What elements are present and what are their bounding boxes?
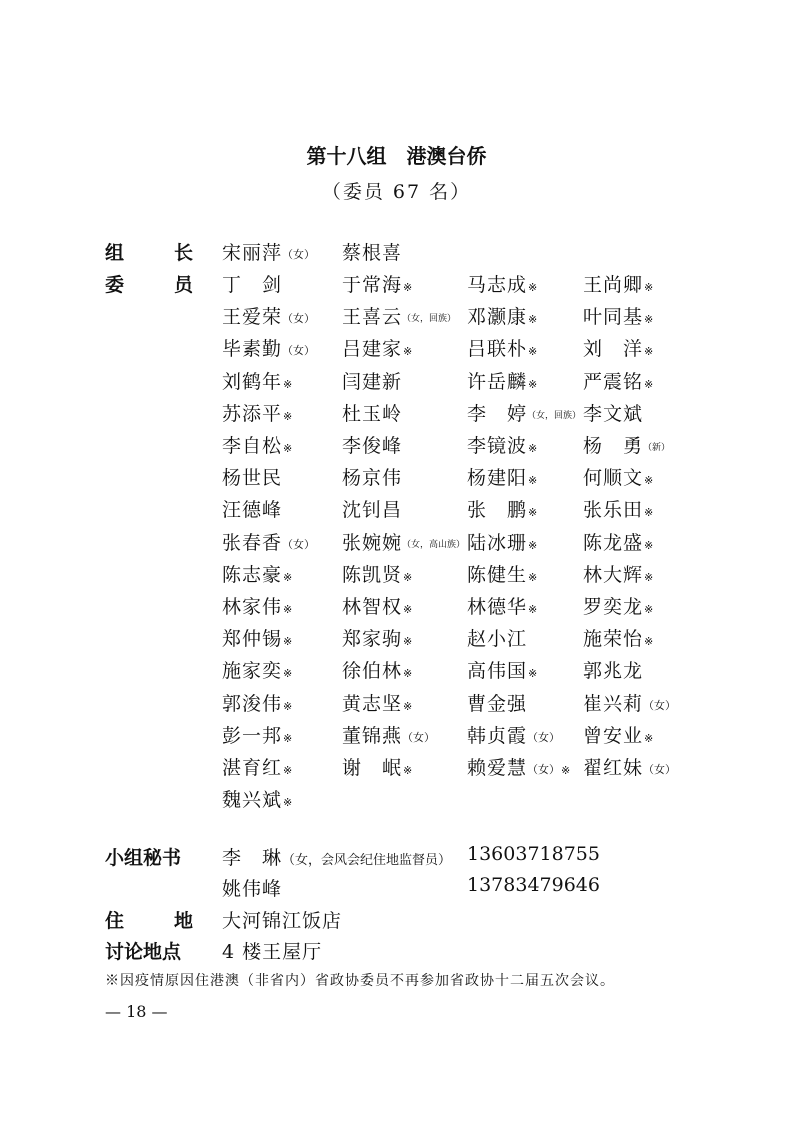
member-name: 韩贞霞（女）	[467, 724, 561, 747]
footnote: ※因疫情原因住港澳（非省内）省政协委员不再参加省政协十二届五次会议。	[105, 973, 615, 989]
member-name: 董锦燕（女）	[342, 724, 436, 747]
member-name: 陈健生※	[467, 563, 538, 586]
member-name: 毕素勤（女）	[222, 338, 316, 361]
member-name: 陆冰珊※	[467, 531, 538, 554]
members-label: 委 员	[105, 274, 193, 296]
member-name: 何顺文※	[583, 467, 654, 490]
member-name: 郑家驹※	[342, 628, 413, 651]
member-name: 翟红妹（女）	[583, 757, 677, 779]
member-name: 黄志坚※	[342, 692, 413, 715]
page-title: 第十八组 港澳台侨	[306, 144, 487, 168]
lodging-value: 大河锦江饭店	[222, 910, 343, 932]
member-name: 邓灏康※	[467, 306, 538, 329]
lodging-label: 住 地	[105, 910, 193, 932]
member-name: 许岳麟※	[467, 370, 538, 393]
secretary-2-phone: 13783479646	[467, 874, 600, 896]
member-name: 丁 剑	[222, 274, 283, 296]
member-name: 杨建阳※	[467, 467, 538, 490]
venue-value: 4 楼王屋厅	[222, 941, 323, 963]
member-name: 林德华※	[467, 596, 538, 618]
member-name: 陈志豪※	[222, 563, 293, 586]
member-name: 施家奕※	[222, 660, 293, 683]
secretary-label: 小组秘书	[105, 847, 182, 869]
member-name: 于常海※	[342, 274, 413, 296]
member-name: 刘鹤年※	[222, 370, 293, 393]
member-name: 苏添平※	[222, 402, 293, 425]
member-name: 郭兆龙	[583, 660, 644, 683]
member-name: 魏兴斌※	[222, 789, 293, 812]
member-name: 王喜云（女，回族）	[342, 306, 457, 329]
member-name: 沈钊昌	[342, 499, 403, 522]
secretary-1: 李 琳（女，会风会纪住地监督员）	[222, 847, 452, 869]
member-name: 张春香（女）	[222, 531, 316, 554]
member-name: 彭一邦※	[222, 724, 293, 747]
member-name: 杨京伟	[342, 467, 403, 490]
leader-label: 组 长	[105, 242, 193, 264]
member-name: 张 鹏※	[467, 499, 538, 522]
page-number: — 18 —	[105, 1002, 168, 1021]
member-name: 王尚卿※	[583, 274, 654, 296]
secretary-2: 姚伟峰	[222, 878, 283, 900]
member-name: 王爱荣（女）	[222, 306, 316, 329]
member-name: 严震铭※	[583, 370, 654, 393]
member-name: 杨 勇（新）	[583, 435, 671, 457]
venue-label: 讨论地点	[105, 941, 182, 963]
member-name: 林家伟※	[222, 596, 293, 618]
page-subtitle: （委员 67 名）	[321, 181, 472, 203]
secretary-1-phone: 13603718755	[467, 843, 600, 865]
member-name: 李自松※	[222, 435, 293, 457]
member-name: 张婉婉（女，高山族）	[342, 531, 466, 554]
member-name: 马志成※	[467, 274, 538, 296]
member-name: 郑仲锡※	[222, 628, 293, 651]
member-name: 李文斌	[583, 402, 644, 425]
member-name: 刘 洋※	[583, 338, 654, 361]
member-name: 赖爱慧（女）※	[467, 757, 571, 779]
member-name: 闫建新	[342, 370, 403, 393]
member-name: 杜玉岭	[342, 402, 403, 425]
member-name: 曾安业※	[583, 724, 654, 747]
leader-name-2: 蔡根喜	[342, 242, 403, 264]
member-name: 林智权※	[342, 596, 413, 618]
member-name: 杨世民	[222, 467, 283, 490]
member-name: 李俊峰	[342, 435, 403, 457]
member-name: 李镜波※	[467, 435, 538, 457]
member-name: 谢 岷※	[342, 757, 413, 779]
member-name: 徐伯林※	[342, 660, 413, 683]
member-name: 吕建家※	[342, 338, 413, 361]
member-name: 曹金强	[467, 692, 528, 715]
member-name: 赵小江	[467, 628, 528, 651]
member-name: 高伟国※	[467, 660, 538, 683]
member-name: 林大辉※	[583, 563, 654, 586]
member-name: 陈龙盛※	[583, 531, 654, 554]
leader-name-1: 宋丽萍（女）	[222, 242, 316, 264]
member-name: 叶同基※	[583, 306, 654, 329]
member-name: 罗奕龙※	[583, 596, 654, 618]
member-name: 施荣怡※	[583, 628, 654, 651]
member-name: 崔兴莉（女）	[583, 692, 677, 715]
member-name: 张乐田※	[583, 499, 654, 522]
member-name: 湛育红※	[222, 757, 293, 779]
member-name: 陈凯贤※	[342, 563, 413, 586]
member-name: 李 婷（女，回族）	[467, 402, 582, 425]
member-name: 汪德峰	[222, 499, 283, 522]
member-name: 吕联朴※	[467, 338, 538, 361]
member-name: 郭浚伟※	[222, 692, 293, 715]
